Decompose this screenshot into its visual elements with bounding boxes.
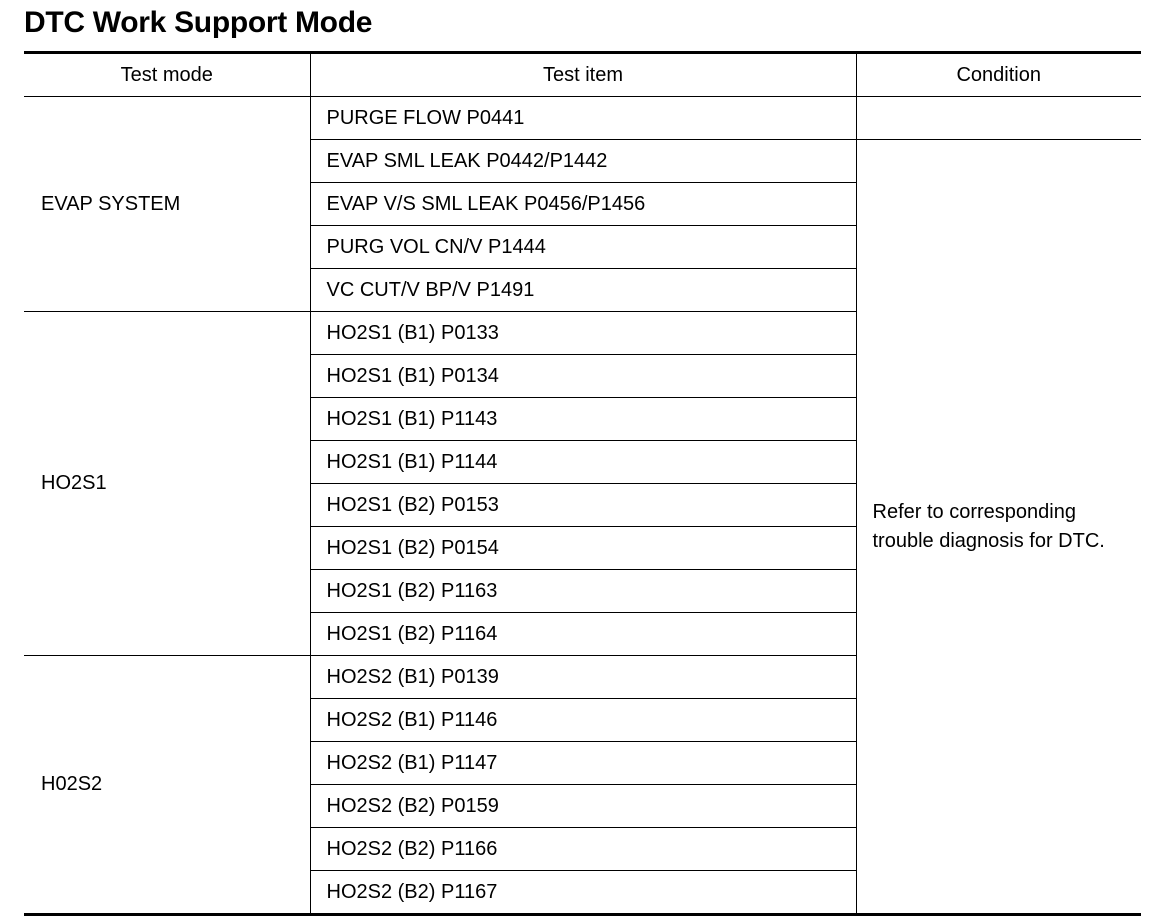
column-header-test-mode: Test mode bbox=[24, 53, 310, 97]
column-header-condition: Condition bbox=[856, 53, 1141, 97]
table-header-row bbox=[24, 53, 1141, 97]
test-item-cell: VC CUT/V BP/V P1491 bbox=[310, 269, 856, 312]
test-mode-cell: H02S2 bbox=[24, 656, 310, 915]
test-item-cell: HO2S1 (B1) P1144 bbox=[310, 441, 856, 484]
test-item-cell: PURGE FLOW P0441 bbox=[310, 97, 856, 140]
test-item-cell: HO2S2 (B2) P1167 bbox=[310, 871, 856, 915]
test-item-cell: HO2S2 (B2) P1166 bbox=[310, 828, 856, 871]
test-item-cell: HO2S2 (B1) P1146 bbox=[310, 699, 856, 742]
condition-cell bbox=[856, 97, 1141, 140]
condition-cell: Refer to corresponding trouble diagnosis for DTC. bbox=[856, 140, 1141, 915]
test-item-cell: EVAP SML LEAK P0442/P1442 bbox=[310, 140, 856, 183]
test-item-cell: HO2S2 (B1) P1147 bbox=[310, 742, 856, 785]
test-item-cell: HO2S1 (B2) P0154 bbox=[310, 527, 856, 570]
test-item-cell: HO2S2 (B1) P0139 bbox=[310, 656, 856, 699]
table-row bbox=[24, 97, 1141, 140]
test-item-cell: HO2S2 (B2) P0159 bbox=[310, 785, 856, 828]
test-item-cell: PURG VOL CN/V P1444 bbox=[310, 226, 856, 269]
test-item-cell: HO2S1 (B1) P0134 bbox=[310, 355, 856, 398]
column-header-test-item: Test item bbox=[310, 53, 856, 97]
page-title: DTC Work Support Mode bbox=[24, 6, 373, 39]
test-item-cell: HO2S1 (B1) P0133 bbox=[310, 312, 856, 355]
dtc-work-support-table bbox=[24, 51, 1141, 916]
test-mode-cell: HO2S1 bbox=[24, 312, 310, 656]
test-mode-cell: EVAP SYSTEM bbox=[24, 97, 310, 312]
test-item-cell: HO2S1 (B1) P1143 bbox=[310, 398, 856, 441]
test-item-cell: HO2S1 (B2) P1164 bbox=[310, 613, 856, 656]
test-item-cell: EVAP V/S SML LEAK P0456/P1456 bbox=[310, 183, 856, 226]
test-item-cell: HO2S1 (B2) P0153 bbox=[310, 484, 856, 527]
test-item-cell: HO2S1 (B2) P1163 bbox=[310, 570, 856, 613]
